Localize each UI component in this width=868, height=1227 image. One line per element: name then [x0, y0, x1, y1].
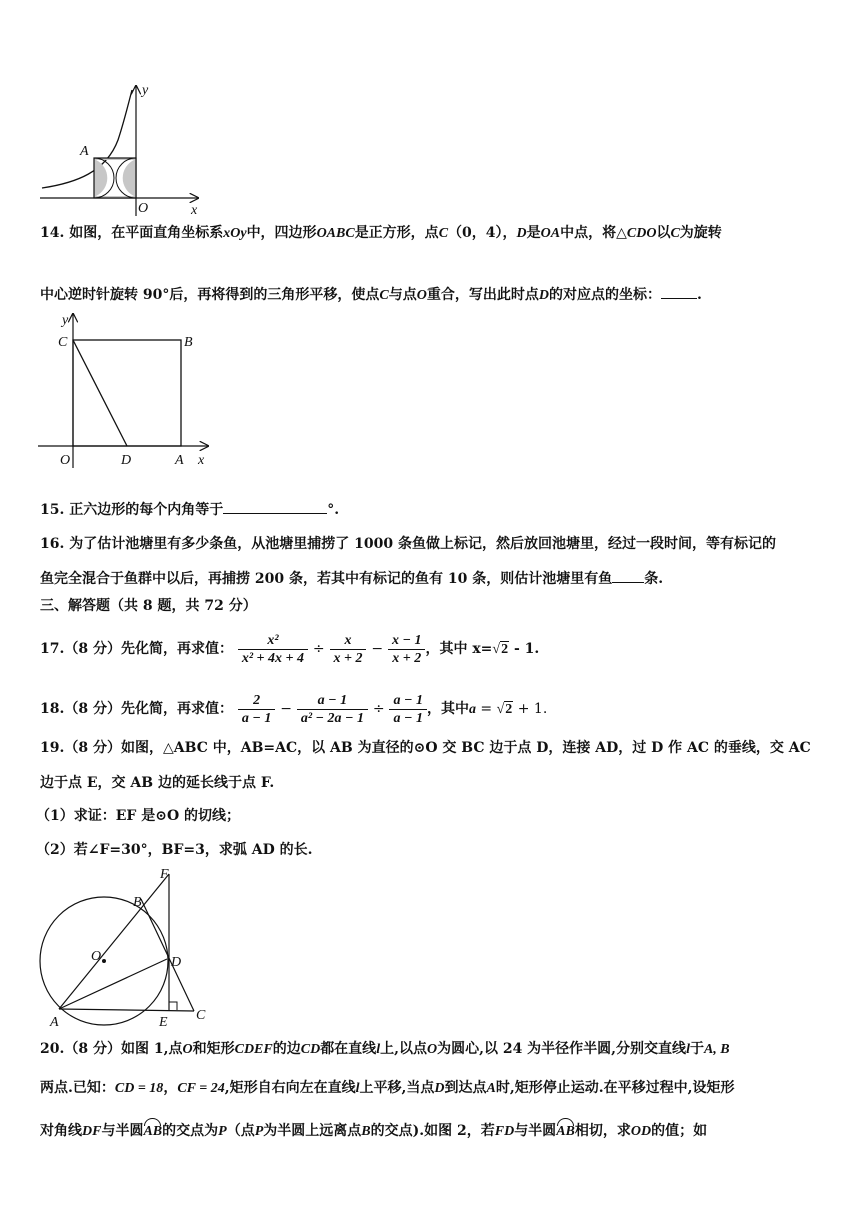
- q18: 18.（8 分）先化简，再求值： $\frac{2}{a - 1}$ − $\frac{a - 1}{\text{a² − 2a − 1}}$ ÷ $\frac{a - 1}{a - 1}$ ，其中a = √2 + 1.: [40, 692, 548, 726]
- q17: 17.（8 分）先化简，再求值： $\frac{\text{x²}}{\text{x² + 4x + 4}}$ ÷ $\frac{x}{x + 2}$ − $\frac{x - 1}{x + 2}$ ，其中 x=√2 - 1.: [40, 632, 540, 666]
- fig19-label-e: E: [159, 1015, 168, 1030]
- fig14-label-x: x: [198, 453, 205, 468]
- fig13-label-o: O: [138, 201, 149, 216]
- fig19-label-o: O: [91, 949, 102, 964]
- figure-q19: [36, 866, 216, 1036]
- fig19-label-d: D: [171, 955, 182, 970]
- q20-line1: 20.（8 分）如图 1,点O和矩形CDEF的边CD都在直线l上,以点O为圆心,以 24 为半径作半圆,分别交直线l于A, B: [40, 1041, 730, 1057]
- q17-fraction-1: $\frac{\text{x²}}{\text{x² + 4x + 4}}$: [238, 632, 308, 667]
- q19-line2: 边于点 E，交 AB 边的延长线于点 F.: [40, 775, 275, 791]
- fig14-label-o: O: [60, 453, 71, 468]
- fig19-label-b: B: [133, 895, 142, 910]
- q19-sub1: （1）求证：EF 是⊙O 的切线；: [36, 808, 241, 824]
- q16-line2: 鱼完全混合于鱼群中以后，再捕捞 200 条，若其中有标记的鱼有 10 条，则估计池塘里有鱼 条.: [40, 568, 663, 589]
- q15-answer-blank[interactable]: [223, 499, 327, 514]
- q19-sub2: （2）若∠F=30°，BF=3，求弧 AD 的长.: [36, 842, 313, 858]
- q18-fraction-2: $\frac{a - 1}{\text{a² − 2a − 1}}$: [297, 692, 368, 727]
- q16-answer-blank[interactable]: [612, 568, 644, 583]
- q19-line1: 19.（8 分）如图，△ABC 中，AB=AC，以 AB 为直径的⊙O 交 BC 边于点 D，连接 AD，过 D 作 AC 的垂线，交 AC: [40, 740, 811, 756]
- q18-fraction-1: $\frac{2}{a - 1}$: [238, 692, 275, 727]
- fig19-label-f: F: [160, 867, 169, 882]
- fig14-label-a: A: [175, 453, 184, 468]
- figure-q13: [36, 80, 206, 220]
- fig14-label-c: C: [58, 335, 68, 350]
- fig13-label-a: A: [80, 144, 89, 159]
- fig13-label-y: y: [142, 83, 149, 98]
- q15: 15. 正六边形的每个内角等于 °.: [40, 499, 339, 520]
- q14-line2: 中心逆时针旋转 90°后，再将得到的三角形平移，使点C与点O重合，写出此时点D的对应点的坐标： .: [40, 284, 702, 306]
- q14-answer-blank[interactable]: [661, 284, 697, 299]
- q17-fraction-2: $\frac{x}{x + 2}$: [330, 632, 367, 667]
- q20-line2: 两点.已知：CD = 18，CF = 24,矩形自右向左在直线l上平移,当点D到达点A时,矩形停止运动.在平移过程中,设矩形: [40, 1080, 735, 1096]
- fig19-label-c: C: [196, 1008, 206, 1023]
- q14-line1: 14. 如图，在平面直角坐标系xOy中，四边形OABC是正方形，点C（0，4），D是OA中点，将△CDO以C为旋转: [40, 225, 722, 241]
- q16-line1: 16. 为了估计池塘里有多少条鱼，从池塘里捕捞了 1000 条鱼做上标记，然后放回池塘里，经过一段时间，等有标记的: [40, 536, 776, 552]
- fig19-label-a: A: [50, 1015, 59, 1030]
- q17-fraction-3: $\frac{x - 1}{x + 2}$: [388, 632, 425, 667]
- fig14-label-y: y: [62, 313, 69, 328]
- q20-line3: 对角线DF与半圆AB的交点为P（点P为半圆上远离点B的交点).如图 2，若FD与半圆AB相切，求OD的值；如: [40, 1118, 707, 1142]
- figure-q14: [38, 308, 218, 473]
- section-3-heading: 三、解答题（共 8 题，共 72 分）: [40, 598, 257, 614]
- fig13-label-x: x: [191, 203, 198, 218]
- q18-fraction-3: $\frac{a - 1}{a - 1}$: [389, 692, 426, 727]
- fig14-label-d: D: [121, 453, 132, 468]
- fig14-label-b: B: [184, 335, 193, 350]
